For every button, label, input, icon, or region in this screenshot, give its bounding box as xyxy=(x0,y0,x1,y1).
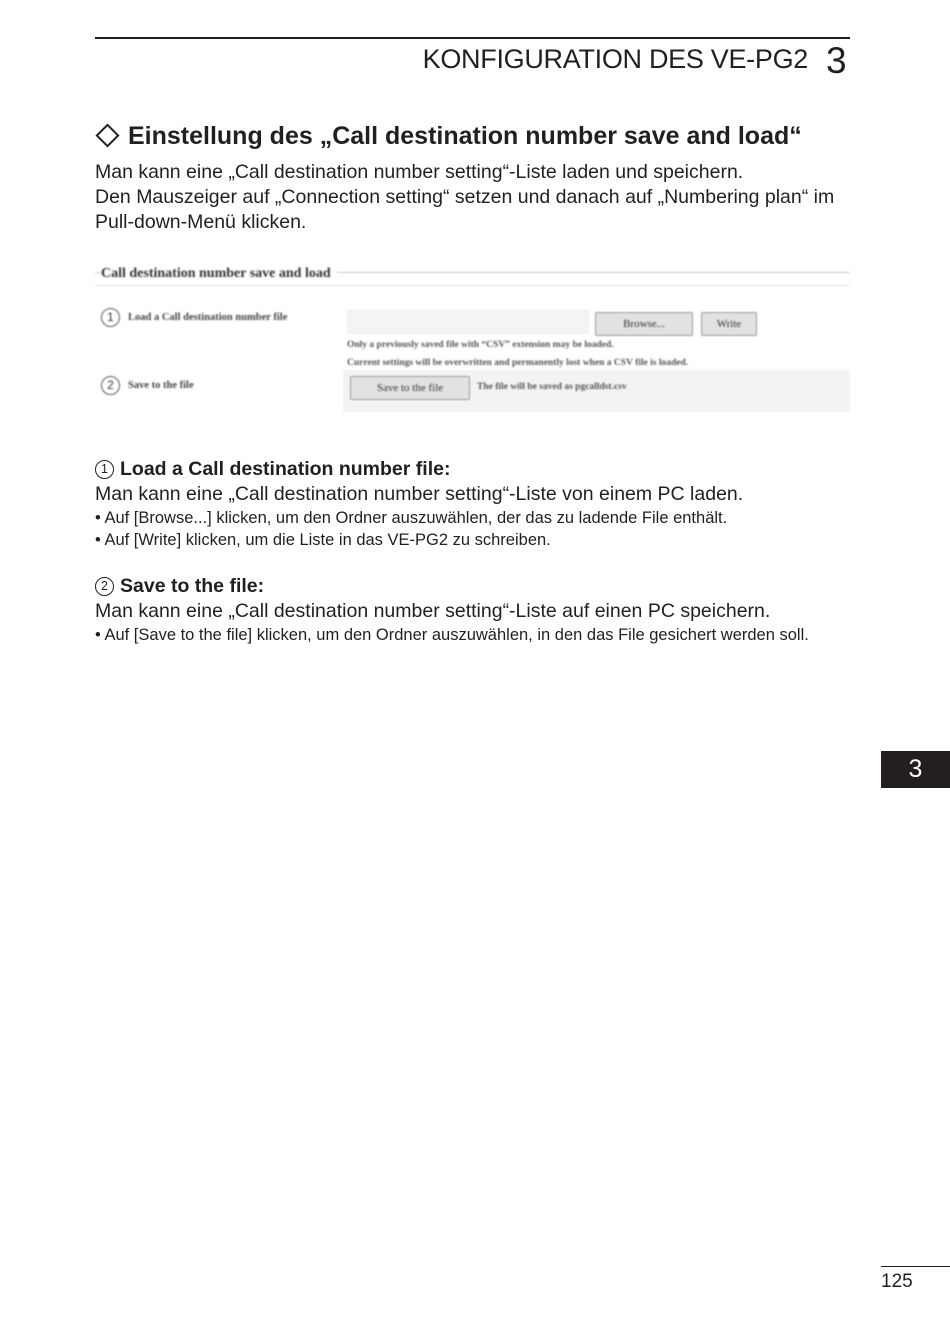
section-heading xyxy=(95,122,802,151)
item1-text: Man kann eine „Call destination number setting“-Liste von einem PC laden. xyxy=(95,483,744,505)
section-heading-text: Einstellung des „Call destination number save and load“ xyxy=(128,122,802,150)
save-to-file-button[interactable]: Save to the file xyxy=(350,376,470,400)
load-note: Current settings will be overwritten and permanently lost when a CSV file is loaded. xyxy=(347,358,689,368)
item1-bullet: • Auf [Write] klicken, um die Liste in das VE-PG2 zu schreiben. xyxy=(95,531,551,549)
screenshot-title: Call destination number save and load xyxy=(101,266,337,282)
intro-paragraph xyxy=(95,160,855,235)
row-number-badge: 1 xyxy=(101,308,120,327)
save-note: The file will be saved as pgcalldst.csv xyxy=(477,382,627,392)
item1-bullet: • Auf [Browse...] klicken, um den Ordner auszuwählen, der das zu ladende File enthält. xyxy=(95,509,728,527)
number-badge: 2 xyxy=(95,577,114,596)
item1-title: Load a Call destination number file: xyxy=(120,458,451,480)
load-note: Only a previously saved file with “CSV” extension may be loaded. xyxy=(347,340,614,350)
save-file-label: Save to the file xyxy=(128,380,194,391)
chapter-side-tab: 3 xyxy=(881,751,950,788)
intro-line: Den Mauszeiger auf „Connection setting“ setzen und danach auf „Numbering plan“ im Pull-down-Menü klicken. xyxy=(95,186,835,233)
footer-rule xyxy=(881,1266,950,1267)
intro-line: Man kann eine „Call destination number setting“-Liste laden und speichern. xyxy=(95,161,744,183)
chapter-title: KONFIGURATION DES VE-PG2 xyxy=(422,44,808,74)
item2-heading xyxy=(95,575,264,598)
row-number-badge: 2 xyxy=(101,376,120,395)
software-screenshot xyxy=(95,262,855,417)
load-file-label: Load a Call destination number file xyxy=(128,312,288,323)
diamond-icon xyxy=(95,124,119,148)
browse-button[interactable]: Browse... xyxy=(595,312,693,336)
chapter-number: 3 xyxy=(826,40,847,81)
item2-text: Man kann eine „Call destination number setting“-Liste auf einen PC speichern. xyxy=(95,600,771,622)
write-button[interactable]: Write xyxy=(701,312,757,336)
item2-title: Save to the file: xyxy=(120,575,265,597)
item1-heading xyxy=(95,458,450,481)
page-number: 125 xyxy=(881,1271,913,1292)
item2-bullet: • Auf [Save to the file] klicken, um den Ordner auszuwählen, in den das File gesichert werden soll. xyxy=(95,626,809,644)
header-rule xyxy=(95,37,850,39)
number-badge: 1 xyxy=(95,460,114,479)
file-path-field[interactable] xyxy=(347,310,589,334)
